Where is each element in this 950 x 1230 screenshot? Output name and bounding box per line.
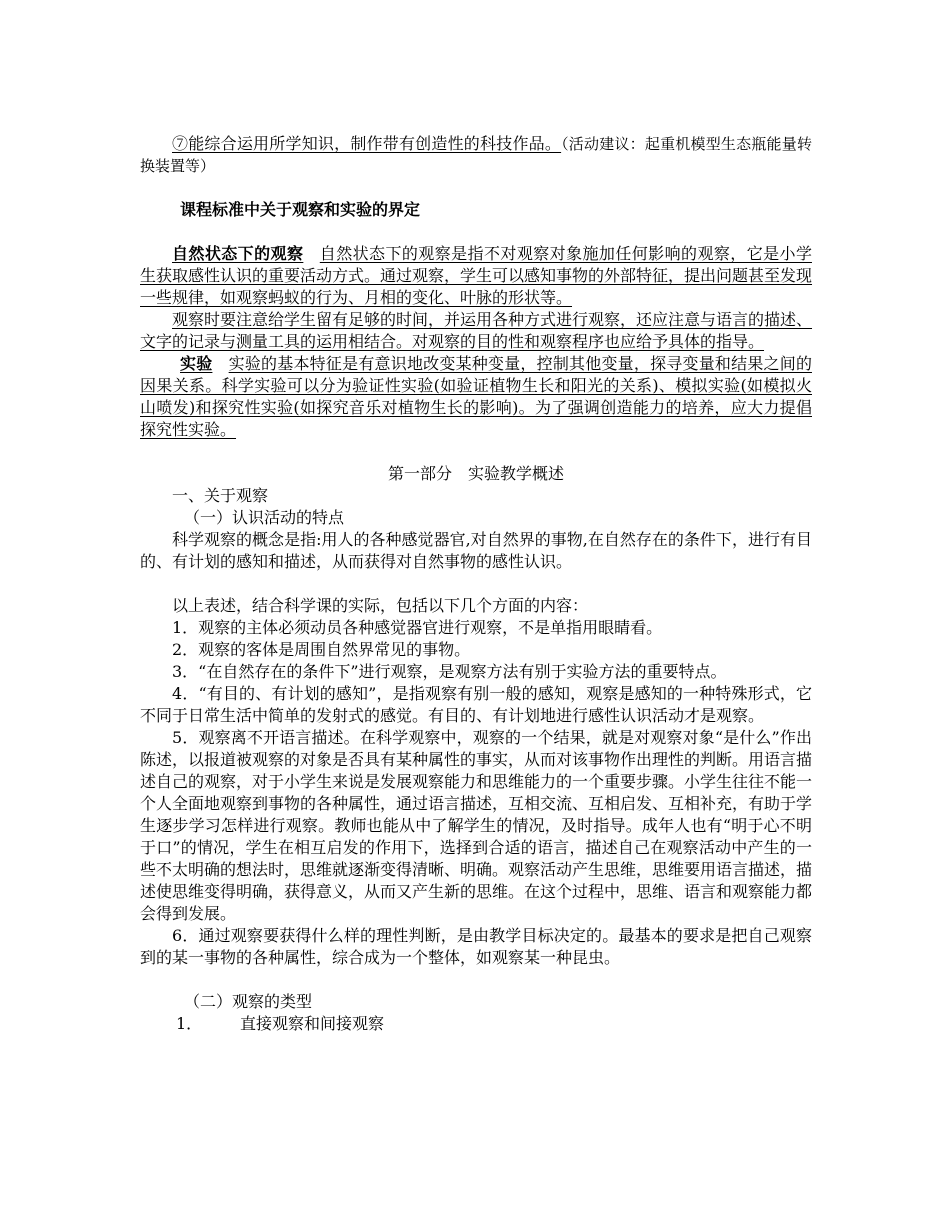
sub1-heading: （一）认识活动的特点 <box>184 508 345 527</box>
type1-item <box>140 1013 812 1035</box>
natural-text: 自然状态下的观察是指不对观察对象施加任何影响的观察，它是小学生获取感性认识的重要活动方式。通过观察，学生可以感知事物的外部特征，提出问题甚至发现一些规律，如观察蚂蚁的行为、月相的变化、叶脉的形状等。 <box>140 244 813 307</box>
type1-label: 直接观察和间接观察 <box>240 1014 385 1033</box>
item7-underlined: ⑦能综合运用所学知识，制作带有创造性的科技作品。 <box>172 134 562 153</box>
standards-heading: 课程标准中关于观察和实验的界定 <box>180 200 421 219</box>
natural-observation-paragraph <box>140 243 812 309</box>
part1-title: 第一部分 实验教学概述 <box>387 464 564 483</box>
natural-term: 自然状态下的观察 <box>172 244 304 263</box>
summary-paragraph: 以上表述，结合科学课的实际，包括以下几个方面的内容： <box>172 596 589 615</box>
sub2-heading: （二）观察的类型 <box>184 992 313 1011</box>
point-paragraph: 1．观察的主体必须动员各种感觉器官进行观察，不是单指用眼睛看。 <box>172 618 663 637</box>
natural-observation-paragraph-2 <box>140 309 812 353</box>
section1-heading: 一、关于观察 <box>172 486 269 505</box>
concept-paragraph: 科学观察的概念是指:用人的各种感觉器官,对自然界的事物,在自然存在的条件下，进行有目的、有计划的感知和描述，从而获得对自然事物的感性认识。 <box>140 530 812 571</box>
item7-rest: （活动建议：起重机模型生态瓶能量转换装置等） <box>140 135 812 175</box>
point-paragraph: 6．通过观察要获得什么样的理性判断，是由教学目标决定的。最基本的要求是把自己观察到的某一事物的各种属性，综合成为一个整体，如观察某一种昆虫。 <box>140 926 812 967</box>
experiment-paragraph <box>140 353 812 441</box>
experiment-text: 实验的基本特征是有意识地改变某种变量，控制其他变量，探寻变量和结果之间的因果关系。科学实验可以分为验证性实验(如验证植物生长和阳光的关系)、模拟实验(如模拟火山喷发)和探究性实验(如探究音乐对植物生长的影响)。为了强调创造能力的培养，应大力提倡探究性实验。 <box>140 354 812 439</box>
experiment-term: 实验 <box>180 354 213 373</box>
point-paragraph: 4．“有目的、有计划的感知”，是指观察有别一般的感知，观察是感知的一种特殊形式，它不同于日常生活中简单的发射式的感觉。有目的、有计划地进行感性认识活动才是观察。 <box>140 684 812 725</box>
point-paragraph: 2．观察的客体是周围自然界常见的事物。 <box>172 640 471 659</box>
natural-text-2: 观察时要注意给学生留有足够的时间，并运用各种方式进行观察，还应注意与语言的描述、文字的记录与测量工具的运用相结合。对观察的目的性和观察程序也应给予具体的指导。 <box>140 310 813 351</box>
point-paragraph: 5．观察离不开语言描述。在科学观察中，观察的一个结果，就是对观察对象“是什么”作出陈述，以报道被观察的对象是否具有某种属性的事实，从而对该事物作出理性的判断。用语言描述自己的观察，对于小学生来说是发展观察能力和思维能力的一个重要步骤。小学生往往不能一个人全面地观察到事物的各种属性，通过语言描述，互相交流、互相启发、互相补充，有助于学生逐步学习怎样进行观察。教师也能从中了解学生的情况，及时指导。成年人也有“明于心不明于口”的情况，学生在相互启发的作用下，选择到合适的语言，描述自己在观察活动中产生的一些不太明确的想法时，思维就逐渐变得清晰、明确。观察活动产生思维，思维要用语言描述，描述使思维变得明确，获得意义，从而又产生新的思维。在这个过程中，思维、语言和观察能力都会得到发展。 <box>140 728 813 923</box>
type1-number: 1． <box>176 1014 203 1033</box>
intro-paragraph <box>140 133 812 177</box>
point-paragraph: 3．“在自然存在的条件下”进行观察，是观察方法有别于实验方法的重要特点。 <box>172 662 727 681</box>
document-page <box>140 133 812 1035</box>
